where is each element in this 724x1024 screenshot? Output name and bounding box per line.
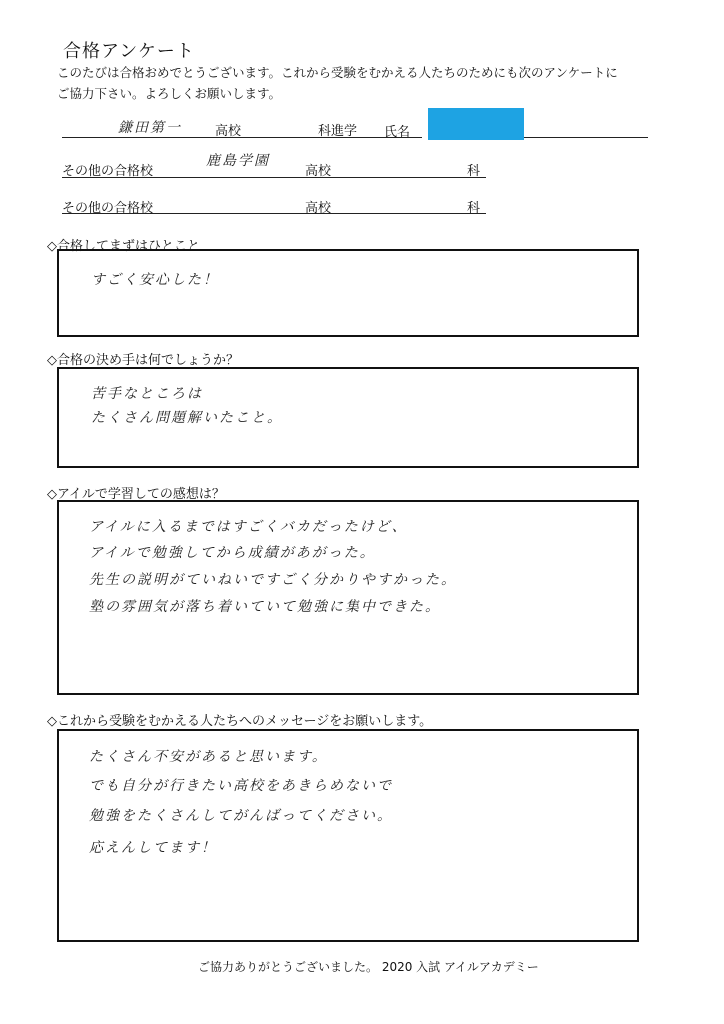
answer-2-line-1: 苦手なところは: [91, 386, 203, 402]
intro-line-1: このたびは合格おめでとうございます。これから受験をむかえる人たちのためにも次のアンケートに: [57, 65, 618, 80]
answer-4-line-3: 勉強をたくさんしてがんばってください。: [89, 808, 393, 824]
name-label: 氏名: [384, 125, 411, 140]
answer-4-line-2: でも自分が行きたい高校をあきらめないで: [89, 778, 393, 794]
answer-4-line-4: 応えんしてます！: [89, 840, 217, 856]
question-1-heading: ◇合格してまずはひとこと: [47, 239, 200, 254]
question-3-heading: ◇アイルで学習しての感想は？: [47, 487, 225, 502]
answer-3-line-4: 塾の雰囲気が落ち着いていて勉強に集中できた。: [89, 599, 441, 615]
dept-suffix-2: 科: [467, 164, 481, 179]
answer-box-2: [57, 367, 639, 468]
other-school-label-3: その他の合格校: [62, 201, 154, 216]
answer-3-line-1: アイルに入るまではすごくバカだったけど、: [89, 519, 408, 535]
answer-box-4: [57, 729, 639, 942]
answer-3-line-2: アイルで勉強してから成績があがった。: [89, 545, 376, 561]
answer-3-line-3: 先生の説明がていねいですごく分かりやすかった。: [89, 572, 457, 588]
school-suffix-3: 高校: [305, 201, 332, 216]
row-3-underline: [62, 213, 486, 214]
school-suffix-1: 高校: [215, 124, 242, 139]
answer-1-line-1: すごく安心した！: [91, 272, 219, 288]
school-suffix-2: 高校: [305, 164, 332, 179]
question-4-heading: ◇これから受験をむかえる人たちへのメッセージをお願いします。: [47, 714, 433, 729]
name-redaction: [428, 108, 524, 140]
handwritten-school-1: 鎌田第一: [118, 120, 182, 136]
handwritten-school-2: 鹿島学園: [206, 153, 270, 169]
answer-4-line-1: たくさん不安があると思います。: [89, 749, 328, 765]
row-1-underline: [62, 137, 422, 138]
department-label-1: 科進学: [318, 124, 358, 139]
answer-box-3: [57, 500, 639, 695]
intro-line-2: ご協力下さい。よろしくお願いします。: [57, 86, 282, 101]
answer-box-1: [57, 249, 639, 337]
dept-suffix-3: 科: [467, 201, 481, 216]
answer-2-line-2: たくさん問題解いたこと。: [91, 410, 283, 426]
row-2-underline: [62, 177, 486, 178]
other-school-label-2: その他の合格校: [62, 164, 154, 179]
footer-text: ご協力ありがとうございました。 2020 入試 アイルアカデミー: [198, 960, 539, 974]
question-2-heading: ◇合格の決め手は何でしょうか？: [47, 353, 239, 368]
row-1-underline-right: [524, 137, 648, 138]
page-title: 合格アンケート: [63, 41, 195, 62]
